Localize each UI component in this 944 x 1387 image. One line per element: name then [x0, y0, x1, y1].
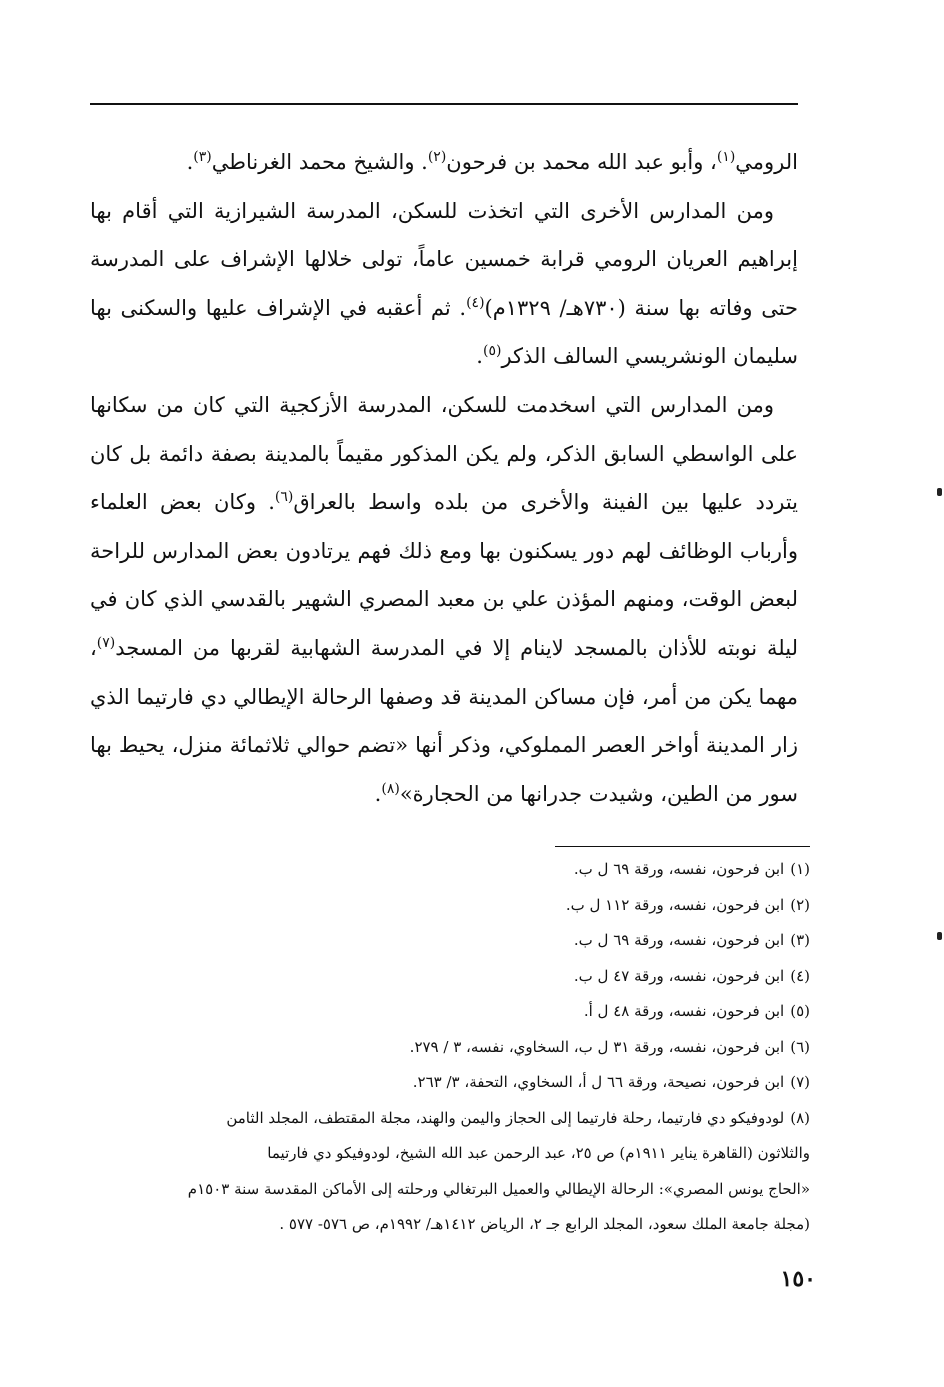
footnote-reference: (٦) — [274, 489, 294, 506]
paragraph-text: . — [476, 344, 483, 369]
paragraph-text: ومن المدارس الأخرى التي اتخذت للسكن، المدرسة الشيرازية التي أقام بها إبراهيم العريان الرومي قرابة خمسين عاماً، تولى خلالها الإشراف على المدرسة حتى وفاته بها سنة (٧٣٠هـ/ ١٣٢٩م) — [90, 198, 799, 320]
footnote-text: ابن فرحون، نفسه، ورقة ٣١ ل ب، السخاوي، نفسه، ٣ / ٢٧٩. — [409, 1037, 785, 1056]
paragraph-text: . — [186, 150, 194, 174]
paragraph-text: . — [374, 781, 382, 806]
footnote-reference: (٣) — [193, 149, 212, 165]
footnote-text: لودوفيكو دي فارتيما، رحلة فارتيما إلى الحجاز واليمن والهند، مجلة المقتطف، المجلد الثامن — [226, 1108, 785, 1127]
footnote-separator — [555, 846, 810, 847]
paragraph-text: ومن المدارس التي اسخدمت للسكن، المدرسة الأزكجية التي كان من سكانها على الواسطي السابق الذكر، ولم يكن المذكور مقيماً بالمدينة بصفة دائمة بل كان يتردد عليها بين الفينة والأخرى من بلده واسط بالعراق — [90, 392, 798, 515]
footnote — [90, 852, 810, 888]
footnote-number: (٨) — [790, 1108, 810, 1127]
footnote — [90, 1101, 810, 1243]
footnote-text: ابن فرحون، نفسه، ورقة ٤٧ ل ب. — [573, 966, 785, 985]
footnote — [90, 994, 810, 1030]
footnote — [90, 959, 810, 995]
footnote-text: ابن فرحون، نفسه، ورقة ١١٢ ل ب. — [565, 895, 785, 914]
footnote-text: ابن فرحون، نفسه، ورقة ٦٩ ل ب. — [573, 931, 785, 949]
footnote-number: (٤) — [790, 966, 810, 985]
body-text — [90, 138, 798, 818]
paragraph-text: . والشيخ محمد الغرناطي — [211, 150, 428, 174]
footnote-text: والثلاثون (القاهرة يناير ١٩١١م) ص ٢٥، عبد الرحمن عبد الله الشيخ، لودوفيكو دي فارتيما — [267, 1144, 810, 1162]
footnote-reference: (١) — [716, 149, 736, 165]
body-paragraph — [90, 138, 798, 187]
header-rule — [90, 103, 798, 105]
footnote-line — [90, 1172, 810, 1208]
footnote — [90, 1030, 810, 1066]
footnote-text: ابن فرحون، نفسه، ورقة ٤٨ ل أ. — [583, 1002, 785, 1020]
footnote — [90, 923, 810, 959]
page-number: ١٥٠ — [780, 1266, 816, 1292]
footnote-number: (٣) — [790, 931, 810, 949]
footnote-reference: (٢) — [427, 149, 447, 165]
footnote — [90, 888, 810, 924]
footnote-number: (٢) — [790, 895, 810, 914]
footnote-line — [90, 1207, 810, 1243]
paragraph-text: ، وأبو عبد الله محمد بن فرحون — [446, 150, 717, 174]
footnote-reference: (٤) — [466, 294, 485, 311]
body-paragraph — [90, 187, 798, 381]
footnotes — [90, 852, 810, 1243]
footnote — [90, 1065, 810, 1101]
paragraph-text: . وكان بعض العلماء وأرباب الوظائف لهم دور يسكنون بها ومع ذلك فهم يرتادون بعض المدارس للراحة لبعض الوقت، ومنهم المؤذن علي بن معبد المصري الشهير بالقدسي الذي كان في ليلة نوبته للأذان بالمسجد لاينام إلا في المدرسة الشهابية لقربها من المسجد — [90, 490, 798, 660]
footnote-number: (٦) — [790, 1037, 810, 1056]
paragraph-text: . ثم أعقبه في الإشراف عليها والسكنى بها سليمان الونشريسي السالف الذكر — [90, 295, 798, 369]
footnote-text: ابن فرحون، نصيحة، ورقة ٦٦ ل أ، السخاوي، التحفة، ٣/ ٢٦٣. — [412, 1073, 785, 1091]
body-paragraph — [90, 381, 798, 818]
footnote-number: (٧) — [790, 1073, 810, 1091]
paragraph-text: ، مهما يكن من أمر، فإن مساكن المدينة قد وصفها الرحالة الإيطالي دي فارتيما الذي زار المدينة أواخر العصر المملوكي، وذكر أنها «تضم حوالي ثلاثمائة منزل، يحيط بها سور من الطين، وشيدت جدرانها من الحجارة» — [90, 635, 798, 806]
margin-mark — [937, 488, 942, 496]
margin-mark — [937, 932, 942, 940]
footnote-number: (٥) — [790, 1002, 810, 1020]
footnote-text: ابن فرحون، نفسه، ورقة ٦٩ ل ب. — [573, 860, 785, 878]
footnote-reference: (٨) — [381, 780, 400, 797]
footnote-text: (مجلة جامعة الملك سعود، المجلد الرابع جـ ٢، الرياض ١٤١٢هـ/ ١٩٩٢م، ص ٥٧٦- ٥٧٧ . — [279, 1215, 810, 1233]
footnote-line — [90, 1136, 810, 1172]
paragraph-text: الرومي — [735, 150, 798, 174]
footnote-line — [90, 1101, 810, 1137]
footnote-reference: (٥) — [482, 343, 502, 360]
footnote-reference: (٧) — [96, 634, 116, 651]
footnote-number: (١) — [790, 860, 810, 878]
footnote-text: «الحاج يونس المصري»: الرحالة الإيطالي والعميل البرتغالي ورحلته إلى الأماكن المقدسة سنة ١٥٠٣م — [187, 1179, 810, 1198]
